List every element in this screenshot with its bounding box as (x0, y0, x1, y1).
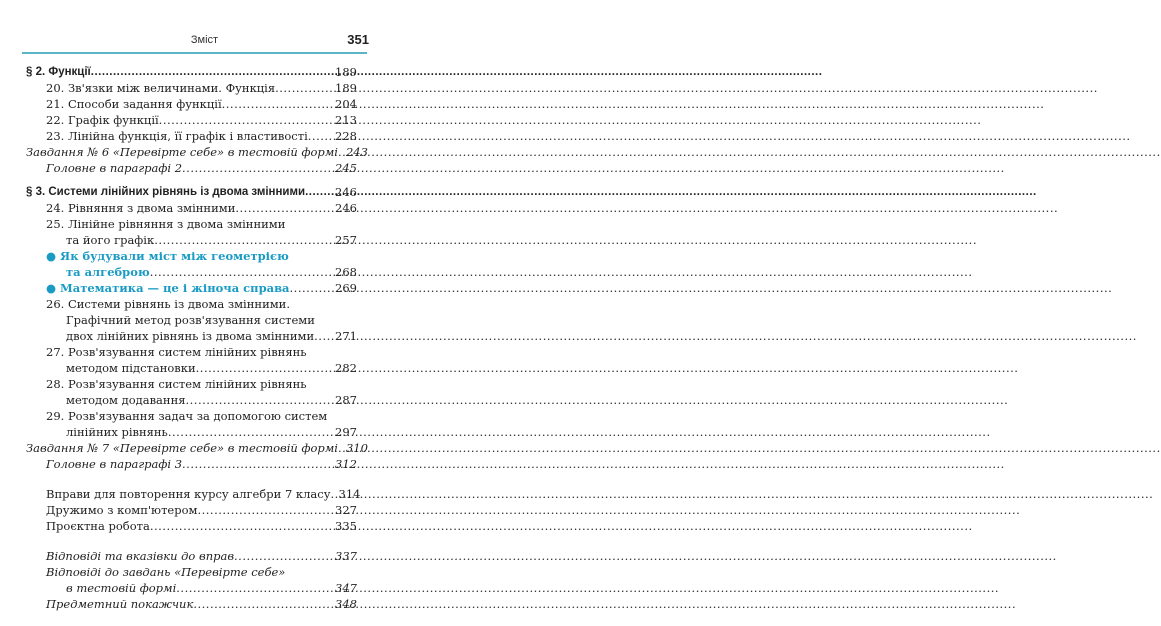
item-title-line2: лінійних рівнянь (66, 425, 168, 439)
page-ref: 257 (335, 233, 357, 247)
item-title: Предметний покажчик (46, 597, 194, 611)
item-title-line2: та алгеброю (66, 265, 150, 279)
page-ref: 246 (335, 185, 357, 199)
toc-summary-3[interactable] (26, 456, 357, 472)
toc-item-23[interactable] (26, 128, 357, 144)
item-title-line1: Відповіді до завдань «Перевірте себе» (46, 565, 286, 579)
item-title: 23. Лінійна функція, її графік і властивості (46, 129, 308, 143)
section-title: § 3. Системи лінійних рівнянь із двома змінними (26, 186, 306, 198)
section-title: § 2. Функції (26, 66, 91, 78)
item-title-line1: Як будували міст між геометрією (60, 249, 289, 263)
item-title: Проєктна робота (46, 519, 150, 533)
toc-item-27[interactable] (26, 344, 357, 376)
toc-item-20[interactable] (26, 80, 357, 96)
item-title-line1: 25. Лінійне рівняння з двома змінними (46, 217, 286, 231)
item-title: Завдання № 7 «Перевірте себе» в тестовій формі (26, 441, 338, 455)
toc-item-25[interactable] (26, 216, 357, 248)
page-ref: 228 (335, 129, 357, 143)
item-title-line3: двох лінійних рівнянь із двома змінними (66, 329, 315, 343)
page-ref: 310 (345, 441, 368, 455)
header-divider (22, 52, 367, 54)
toc-item-21[interactable] (26, 96, 357, 112)
toc-section-2[interactable] (26, 64, 357, 80)
toc-item-26[interactable] (26, 296, 357, 344)
page-ref: 348 (335, 597, 357, 611)
toc-computer[interactable] (26, 502, 357, 518)
page-ref: 189 (335, 81, 357, 95)
item-title-line2: в тестовій формі (66, 581, 177, 595)
page-header-title: Зміст (190, 34, 219, 46)
toc-task-7[interactable] (26, 440, 368, 456)
toc-subject-index[interactable] (26, 596, 357, 612)
bullet-icon: ● (46, 249, 57, 263)
bullet-icon: ● (46, 281, 57, 295)
toc-item-22[interactable] (26, 112, 357, 128)
item-title-line2: методом підстановки (66, 361, 196, 375)
item-title: Завдання № 6 «Перевірте себе» в тестовій формі (26, 145, 338, 159)
toc-review-exercises[interactable] (26, 486, 361, 502)
item-title-line1: 26. Системи рівнянь із двома змінними. (46, 297, 290, 311)
item-title: 24. Рівняння з двома змінними (46, 201, 236, 215)
item-title: Вправи для повторення курсу алгебри 7 класу (46, 487, 331, 501)
item-title: 20. Зв'язки між величинами. Функція (46, 81, 276, 95)
toc-answers-tasks[interactable] (26, 564, 357, 596)
item-title: Головне в параграфі 2 (46, 161, 183, 175)
toc-bullet-bridge[interactable] (26, 248, 357, 280)
item-title-line1: 28. Розв'язування систем лінійних рівнянь (46, 377, 307, 391)
item-title: Відповіді та вказівки до вправ (46, 549, 235, 563)
item-title: Дружимо з комп'ютером (46, 503, 198, 517)
toc-task-6[interactable] (26, 144, 368, 160)
page-ref: 246 (335, 201, 357, 215)
page-ref: 213 (335, 113, 357, 127)
page-ref: 347 (335, 581, 357, 595)
toc-item-24[interactable] (26, 200, 357, 216)
page-ref: 268 (335, 265, 357, 279)
page-ref: 312 (335, 457, 357, 471)
page-ref: 189 (335, 65, 357, 79)
item-title-line2: та його графік (66, 233, 155, 247)
page-ref: 204 (335, 97, 357, 111)
page-ref: 245 (335, 161, 357, 175)
toc-item-29[interactable] (26, 408, 357, 440)
toc-answers-exercises[interactable] (26, 548, 357, 564)
item-title: 22. Графік функції (46, 113, 159, 127)
toc-summary-2[interactable] (26, 160, 357, 176)
toc-project[interactable] (26, 518, 357, 534)
page-ref: 269 (335, 281, 357, 295)
page-number: 351 (347, 32, 369, 47)
item-title-line2: Графічний метод розв'язування системи (66, 313, 315, 327)
item-title-line1: 27. Розв'язування систем лінійних рівнянь (46, 345, 307, 359)
page-ref: 297 (335, 425, 357, 439)
page-ref: 282 (335, 361, 357, 375)
toc-section-3[interactable] (26, 184, 357, 200)
toc-item-28[interactable] (26, 376, 357, 408)
page-ref: 314 (338, 487, 361, 501)
item-title-line1: 29. Розв'язування задач за допомогою систем (46, 409, 328, 423)
page-ref: 243 (345, 145, 368, 159)
toc-bullet-women[interactable] (26, 280, 357, 296)
page-ref: 327 (335, 503, 357, 517)
item-title-line2: методом додавання (66, 393, 186, 407)
item-title: Математика — це і жіноча справа (60, 281, 290, 295)
page-ref: 335 (335, 519, 357, 533)
item-title: 21. Способи задання функції (46, 97, 222, 111)
page-ref: 271 (335, 329, 357, 343)
page-ref: 337 (335, 549, 357, 563)
item-title: Головне в параграфі 3 (46, 457, 183, 471)
table-of-contents (26, 64, 368, 612)
page-ref: 287 (335, 393, 357, 407)
